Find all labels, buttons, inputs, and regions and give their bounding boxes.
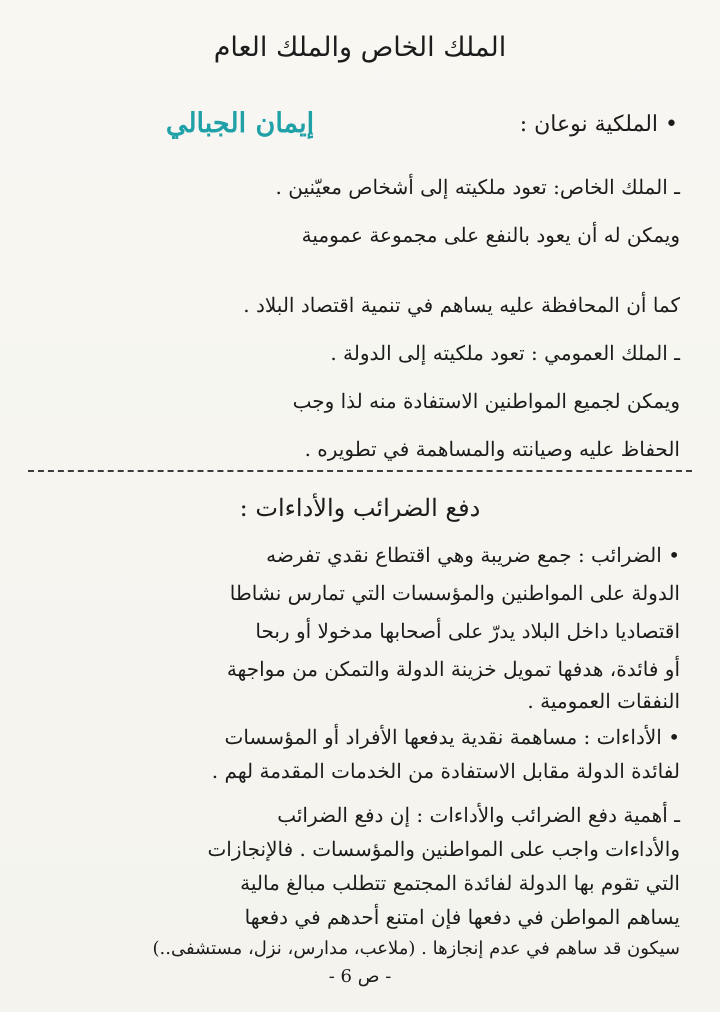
importance-line-4: يساهم المواطن في دفعها فإن امتنع أحدهم في دفعها <box>244 905 680 929</box>
ownership-label: • الملكية نوعان : <box>519 112 678 137</box>
importance-line-2: والأداءات واجب على المواطنين والمؤسسات . فالإنجازات <box>207 837 680 861</box>
author-name: إيمان الجبالي <box>165 108 315 139</box>
private-property-line-2: ويمكن له أن يعود بالنفع على مجموعة عمومية <box>301 223 680 247</box>
private-property-line-3: كما أن المحافظة عليه يساهم في تنمية اقتصاد البلاد . <box>243 293 680 317</box>
taxes-line-5: النفقات العمومية . <box>527 689 680 713</box>
taxes-line-1: • الضرائب : جمع ضريبة وهي اقتطاع نقدي تفرضه <box>266 543 680 567</box>
taxes-line-4: أو فائدة، هدفها تمويل خزينة الدولة والتمكن من مواجهة <box>226 657 680 681</box>
fees-line-2: لفائدة الدولة مقابل الاستفادة من الخدمات المقدمة لهم . <box>211 759 680 783</box>
public-property-line-1: ـ الملك العمومي : تعود ملكيته إلى الدولة . <box>330 341 680 365</box>
importance-line-1: ـ أهمية دفع الضرائب والأداءات : إن دفع الضرائب <box>277 803 680 827</box>
section-title: دفع الضرائب والأداءات : <box>239 494 481 522</box>
fees-line-1: • الأداءات : مساهمة نقدية يدفعها الأفراد أو المؤسسات <box>224 725 680 749</box>
page-title: الملك الخاص والملك العام <box>213 32 507 63</box>
page-number: - ص 6 - <box>328 966 392 987</box>
taxes-line-3: اقتصاديا داخل البلاد يدرّ على أصحابها مدخولا أو ربحا <box>255 619 680 643</box>
taxes-line-2: الدولة على المواطنين والمؤسسات التي تمارس نشاطا <box>229 581 680 605</box>
section-divider <box>28 470 692 472</box>
importance-line-3: التي تقوم بها الدولة لفائدة المجتمع تتطلب مبالغ مالية <box>240 871 680 895</box>
private-property-line-1: ـ الملك الخاص: تعود ملكيته إلى أشخاص معيّنين . <box>275 175 680 199</box>
public-property-line-3: الحفاظ عليه وصيانته والمساهمة في تطويره . <box>304 437 680 461</box>
public-property-line-2: ويمكن لجميع المواطنين الاستفادة منه لذا وجب <box>292 389 680 413</box>
importance-line-5: سيكون قد ساهم في عدم إنجازها . (ملاعب، مدارس، نزل، مستشفى..) <box>152 938 680 959</box>
